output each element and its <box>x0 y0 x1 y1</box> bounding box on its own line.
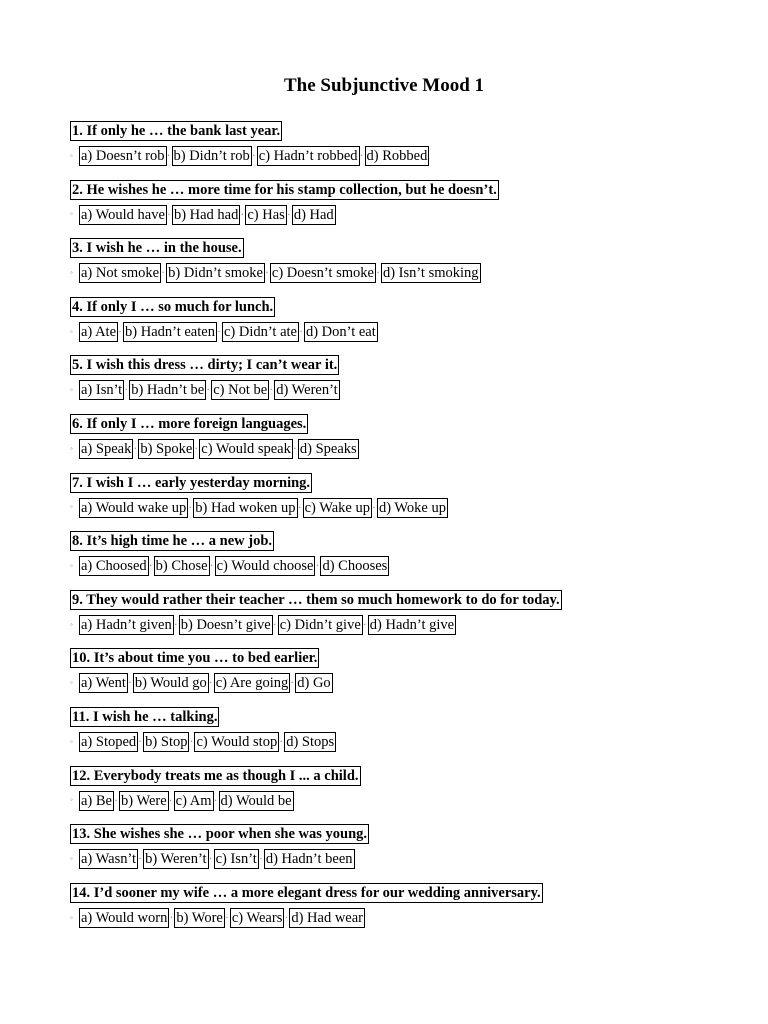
answer-option-a: a) Be · <box>79 791 114 811</box>
answer-option-c: c) Didn’t ate · <box>222 322 299 342</box>
bullet-icon: ◦ <box>70 853 73 863</box>
bullet-icon: ◦ <box>70 443 73 453</box>
question-text: 12. Everybody treats me as though I ... a child. <box>72 767 359 784</box>
answer-option-a: a) Choosed · <box>79 556 149 576</box>
answer-option-d: d) Chooses <box>322 558 388 575</box>
answer-option-c: c) Wake up · <box>303 498 372 518</box>
question-1 <box>70 121 750 180</box>
question-text: 14. I’d sooner my wife … a more elegant dress for our wedding anniversary. <box>72 884 541 901</box>
bullet-icon: ◦ <box>70 209 73 219</box>
answer-option-c: c) Would speak · <box>199 439 293 459</box>
bullet-icon: ◦ <box>70 385 73 395</box>
bullet-icon: ◦ <box>70 619 73 629</box>
answer-option-a: a) Would worn · <box>79 908 169 928</box>
answer-options <box>70 263 750 283</box>
answer-options <box>70 146 750 166</box>
answer-option-a: a) Isn’t · <box>79 380 124 400</box>
answer-option-b: b) Would go · <box>133 673 209 693</box>
question-text: 2. He wishes he … more time for his stamp collection, but he doesn’t. <box>72 181 497 198</box>
question-7 <box>70 473 750 532</box>
answer-options <box>70 732 750 752</box>
answer-option-a: a) Stoped · <box>79 732 138 752</box>
answer-option-c: c) Isn’t · <box>214 849 259 869</box>
question-text: 9. They would rather their teacher … them so much homework to do for today. <box>72 591 560 608</box>
question-text: 1. If only he … the bank last year. <box>72 123 281 139</box>
question-10 <box>70 648 750 707</box>
page-title: The Subjunctive Mood 1 <box>283 75 485 96</box>
answer-options <box>70 498 750 518</box>
answer-option-c: c) Would choose · <box>215 556 316 576</box>
answer-option-b: b) Hadn’t eaten · <box>123 322 217 342</box>
answer-option-a: a) Would have · <box>79 205 167 225</box>
question-text: 4. If only I … so much for lunch. <box>72 298 274 315</box>
answer-options <box>70 556 750 576</box>
answer-option-d: d) Isn’t smoking <box>382 265 479 282</box>
question-8 <box>70 531 750 590</box>
answer-option-a: a) Doesn’t rob · <box>79 146 167 166</box>
answer-option-a: a) Would wake up · <box>79 498 188 518</box>
answer-option-b: b) Were · <box>119 791 169 811</box>
question-text: 7. I wish I … early yesterday morning. <box>72 474 311 491</box>
answer-option-b: b) Stop · <box>143 732 189 752</box>
question-9 <box>70 590 750 649</box>
bullet-icon: ◦ <box>70 795 73 805</box>
answer-options <box>70 322 750 342</box>
question-text: 8. It’s high time he … a new job. <box>72 533 273 550</box>
answer-option-d: d) Weren’t <box>276 382 338 399</box>
answer-option-c: c) Are going · <box>214 673 290 693</box>
answer-option-d: d) Would be <box>220 792 292 809</box>
question-5 <box>70 355 750 414</box>
answer-options <box>70 849 750 869</box>
answer-option-d: d) Had <box>293 206 334 223</box>
answer-option-b: b) Wore · <box>174 908 224 928</box>
answer-options <box>70 673 750 693</box>
answer-option-c: c) Am · <box>174 791 214 811</box>
answer-option-b: b) Had had · <box>172 205 240 225</box>
question-text: 10. It’s about time you … to bed earlier. <box>72 650 318 667</box>
answer-option-a: a) Wasn’t · <box>79 849 138 869</box>
question-11 <box>70 707 750 766</box>
question-13 <box>70 824 750 883</box>
answer-option-b: b) Didn’t rob · <box>172 146 252 166</box>
answer-option-d: d) Woke up <box>378 499 446 516</box>
question-text: 5. I wish this dress … dirty; I can’t wear it. <box>72 357 338 374</box>
answer-option-d: d) Stops <box>286 733 335 750</box>
answer-option-d: d) Hadn’t been <box>265 851 353 868</box>
answer-option-c: c) Hadn’t robbed · <box>257 146 360 166</box>
answer-option-c: c) Has · <box>245 205 286 225</box>
answer-option-d: d) Robbed <box>366 148 428 164</box>
answer-option-b: b) Didn’t smoke · <box>166 263 265 283</box>
answer-option-d: d) Don’t eat <box>305 323 376 340</box>
bullet-icon: ◦ <box>70 678 73 688</box>
question-2 <box>70 180 750 239</box>
question-text: 11. I wish he … talking. <box>72 708 218 725</box>
answer-option-b: b) Chose · <box>154 556 210 576</box>
answer-option-a: a) Went · <box>79 673 128 693</box>
question-text: 6. If only I … more foreign languages. <box>72 415 307 432</box>
bullet-icon: ◦ <box>70 912 73 922</box>
question-text: 3. I wish he … in the house. <box>72 240 242 257</box>
question-12 <box>70 766 750 825</box>
answer-option-b: b) Doesn’t give · <box>179 615 273 635</box>
bullet-icon: ◦ <box>70 150 73 160</box>
answer-option-b: b) Hadn’t be · <box>129 380 206 400</box>
answer-option-c: c) Wears · <box>230 908 285 928</box>
answer-options <box>70 615 750 635</box>
bullet-icon: ◦ <box>70 736 73 746</box>
question-14 <box>70 883 750 942</box>
question-6 <box>70 414 750 473</box>
bullet-icon: ◦ <box>70 560 73 570</box>
answer-option-d: d) Speaks <box>299 440 357 457</box>
bullet-icon: ◦ <box>70 268 73 278</box>
bullet-icon: ◦ <box>70 326 73 336</box>
answer-option-b: b) Had woken up · <box>193 498 297 518</box>
answer-options <box>70 908 750 928</box>
answer-options <box>70 439 750 459</box>
answer-option-c: c) Doesn’t smoke · <box>270 263 376 283</box>
answer-options <box>70 205 750 225</box>
question-4 <box>70 297 750 356</box>
answer-option-a: a) Ate · <box>79 322 118 342</box>
answer-option-b: b) Spoke · <box>138 439 194 459</box>
answer-option-a: a) Speak · <box>79 439 133 459</box>
question-3 <box>70 238 750 297</box>
question-list <box>70 121 750 941</box>
bullet-icon: ◦ <box>70 502 73 512</box>
answer-option-d: d) Hadn’t give <box>369 616 455 633</box>
question-text: 13. She wishes she … poor when she was young. <box>72 826 368 843</box>
answer-option-d: d) Go <box>297 675 331 692</box>
answer-options <box>70 791 750 811</box>
answer-options <box>70 380 750 400</box>
answer-option-d: d) Had wear <box>291 909 364 926</box>
answer-option-c: c) Would stop · <box>194 732 279 752</box>
answer-option-a: a) Hadn’t given · <box>79 615 174 635</box>
answer-option-c: c) Not be · <box>211 380 269 400</box>
answer-option-b: b) Weren’t · <box>143 849 209 869</box>
answer-option-c: c) Didn’t give · <box>278 615 363 635</box>
answer-option-a: a) Not smoke · <box>79 263 161 283</box>
